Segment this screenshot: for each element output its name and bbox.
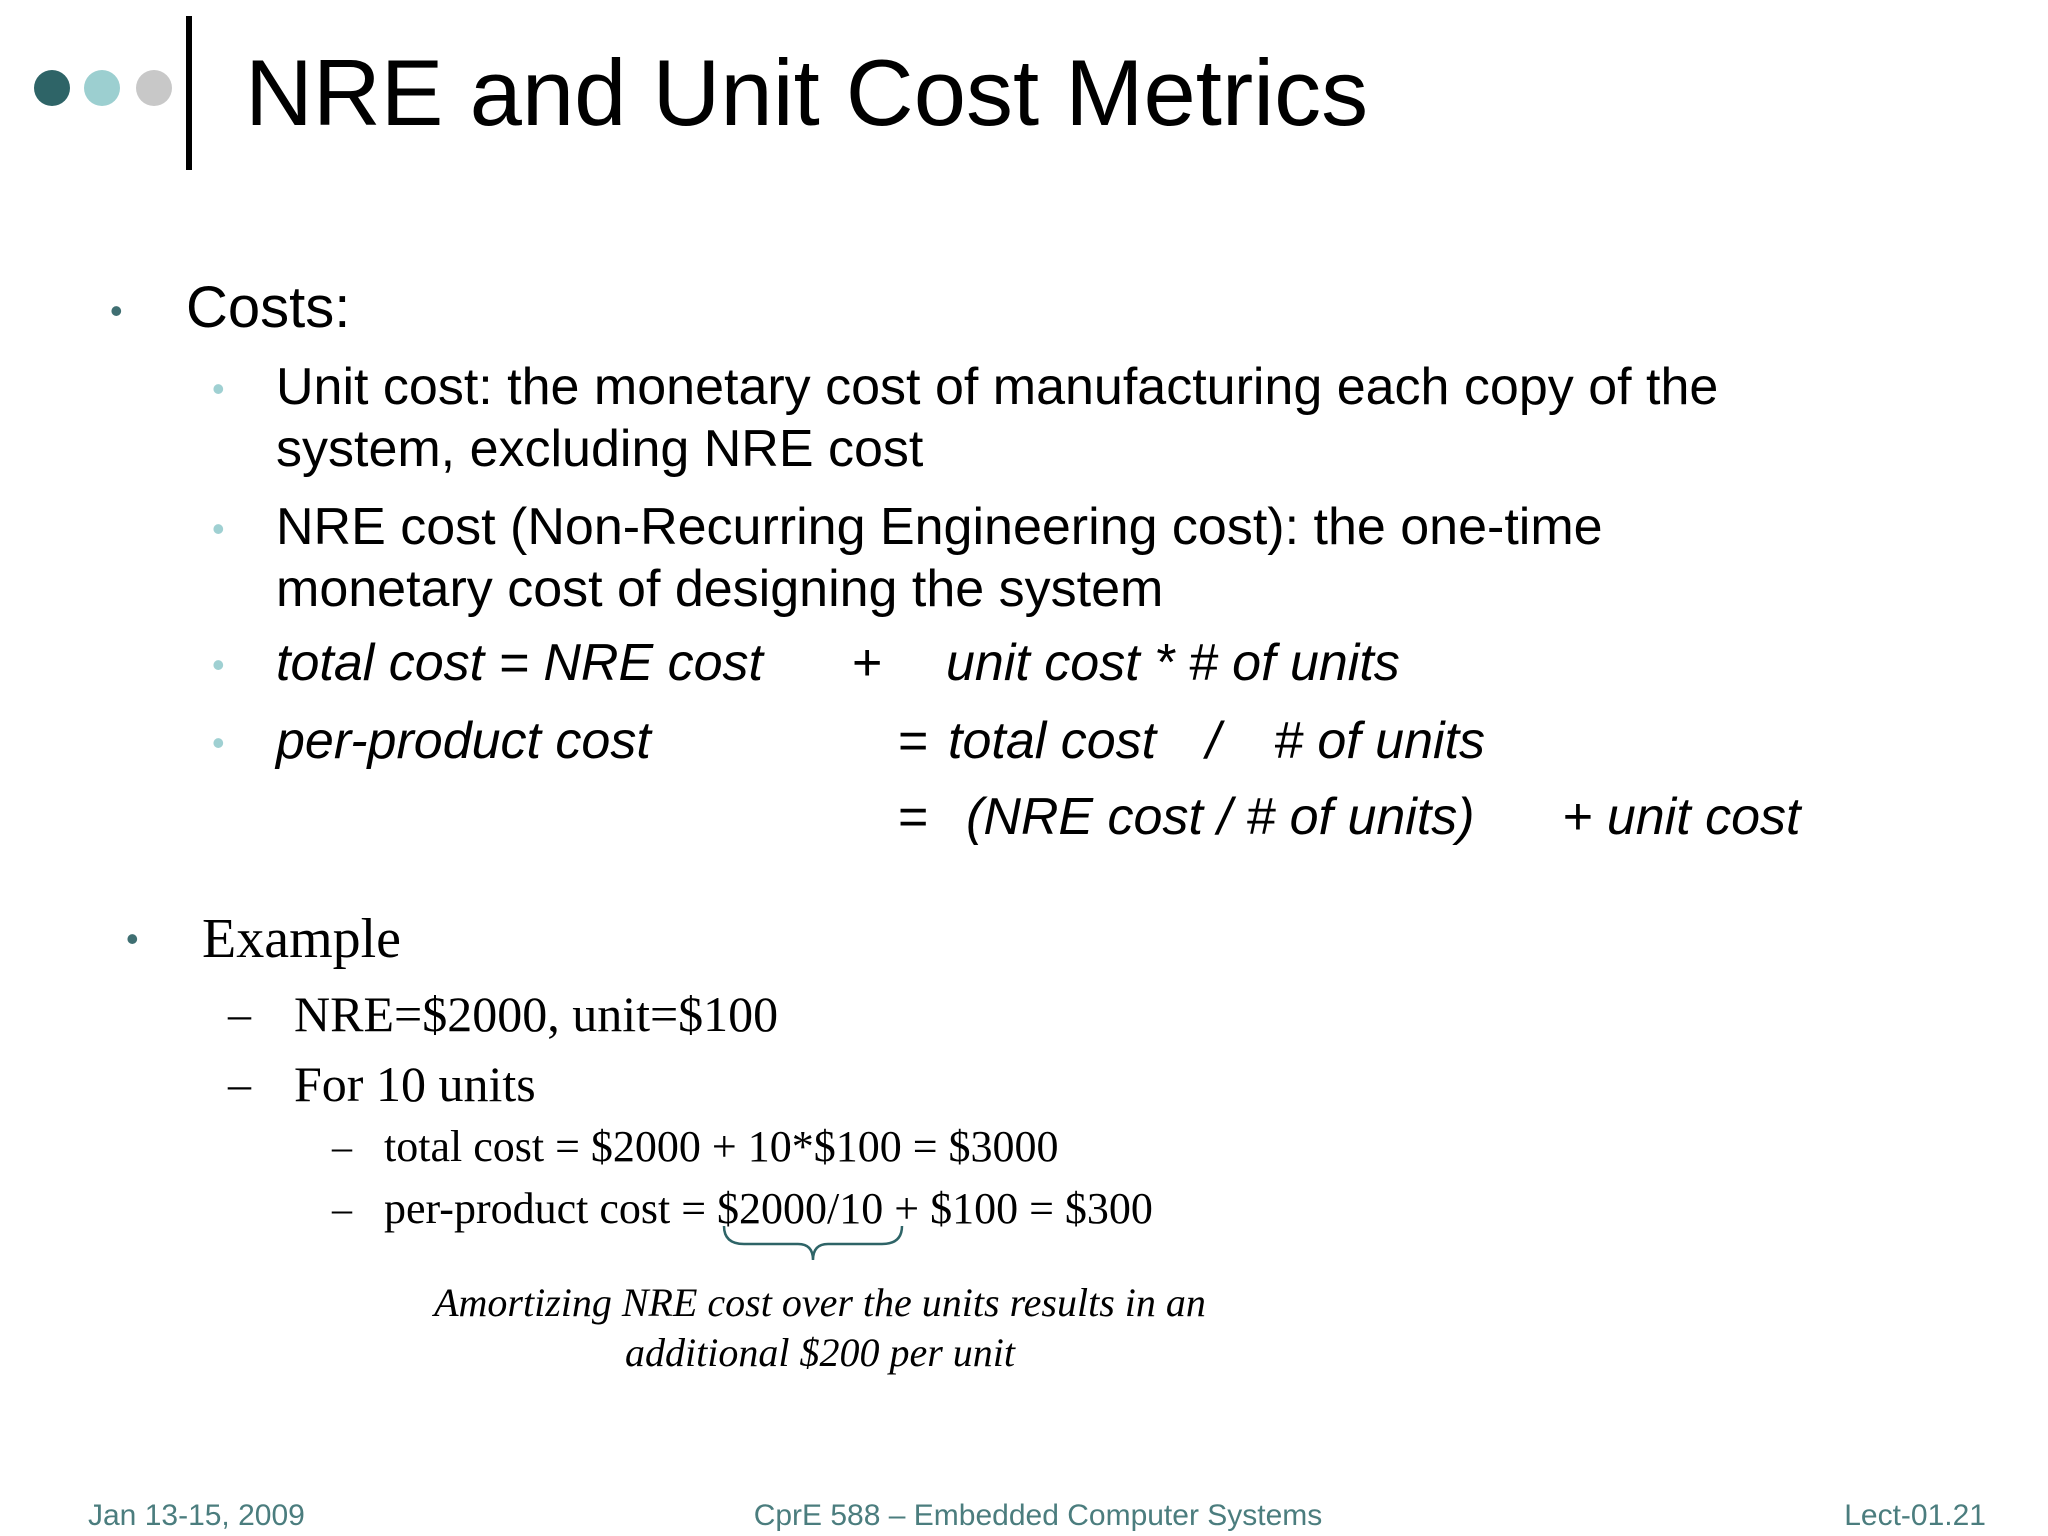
example-line-4: per-product cost = $2000/10 + $100 = $300 (384, 1184, 1153, 1233)
footer-lecture: Lect-01.21 (1844, 1499, 1986, 1532)
sub-bullet-icon: • (212, 644, 225, 685)
amortizing-note-line-2: additional $200 per unit (625, 1330, 1015, 1375)
per-product-eq-1: = (898, 712, 929, 770)
brace-icon (720, 1224, 906, 1264)
title-divider (186, 16, 192, 170)
header-dot-3 (136, 70, 172, 106)
footer-date: Jan 13-15, 2009 (88, 1499, 305, 1532)
nre-cost-line-1: NRE cost (Non-Recurring Engineering cost): the one-time (276, 498, 1603, 556)
nre-cost-line-2: monetary cost of designing the system (276, 560, 1164, 618)
header-dot-1 (34, 70, 70, 106)
example-heading: Example (202, 908, 402, 970)
unit-cost-line-1: Unit cost: the monetary cost of manufacturing each copy of the (276, 358, 1719, 416)
per-product-lhs: per-product cost (276, 712, 651, 770)
sub-bullet-icon: • (212, 508, 225, 549)
dash-icon: – (332, 1186, 352, 1231)
per-product-rhs-2: (NRE cost / # of units) (966, 788, 1475, 846)
total-cost-lhs: total cost = NRE cost (276, 634, 763, 692)
header-dot-2 (84, 70, 120, 106)
total-cost-rhs: unit cost * # of units (946, 634, 1400, 692)
sub-bullet-icon: • (212, 368, 225, 409)
per-product-units: # of units (1274, 712, 1486, 770)
per-product-div: / (1206, 712, 1221, 770)
per-product-rhs-2-plus: + unit cost (1562, 788, 1801, 846)
dash-icon: – (228, 1058, 251, 1109)
slide-title: NRE and Unit Cost Metrics (245, 40, 1369, 145)
unit-cost-line-2: system, excluding NRE cost (276, 420, 924, 478)
bullet-icon: • (126, 918, 139, 959)
bullet-icon: • (110, 290, 123, 331)
example-line-3: total cost = $2000 + 10*$100 = $3000 (384, 1122, 1059, 1171)
dash-icon: – (228, 988, 251, 1039)
dash-icon: – (332, 1124, 352, 1169)
amortizing-note-line-1: Amortizing NRE cost over the units results in an (434, 1280, 1206, 1325)
per-product-eq-2: = (898, 788, 929, 846)
example-line-2: For 10 units (294, 1056, 536, 1112)
per-product-rhs-1: total cost (948, 712, 1157, 770)
example-line-1: NRE=$2000, unit=$100 (294, 986, 779, 1042)
total-cost-plus: + (852, 634, 883, 692)
footer-course: CprE 588 – Embedded Computer Systems (753, 1499, 1323, 1532)
costs-heading: Costs: (186, 275, 351, 340)
sub-bullet-icon: • (212, 722, 225, 763)
